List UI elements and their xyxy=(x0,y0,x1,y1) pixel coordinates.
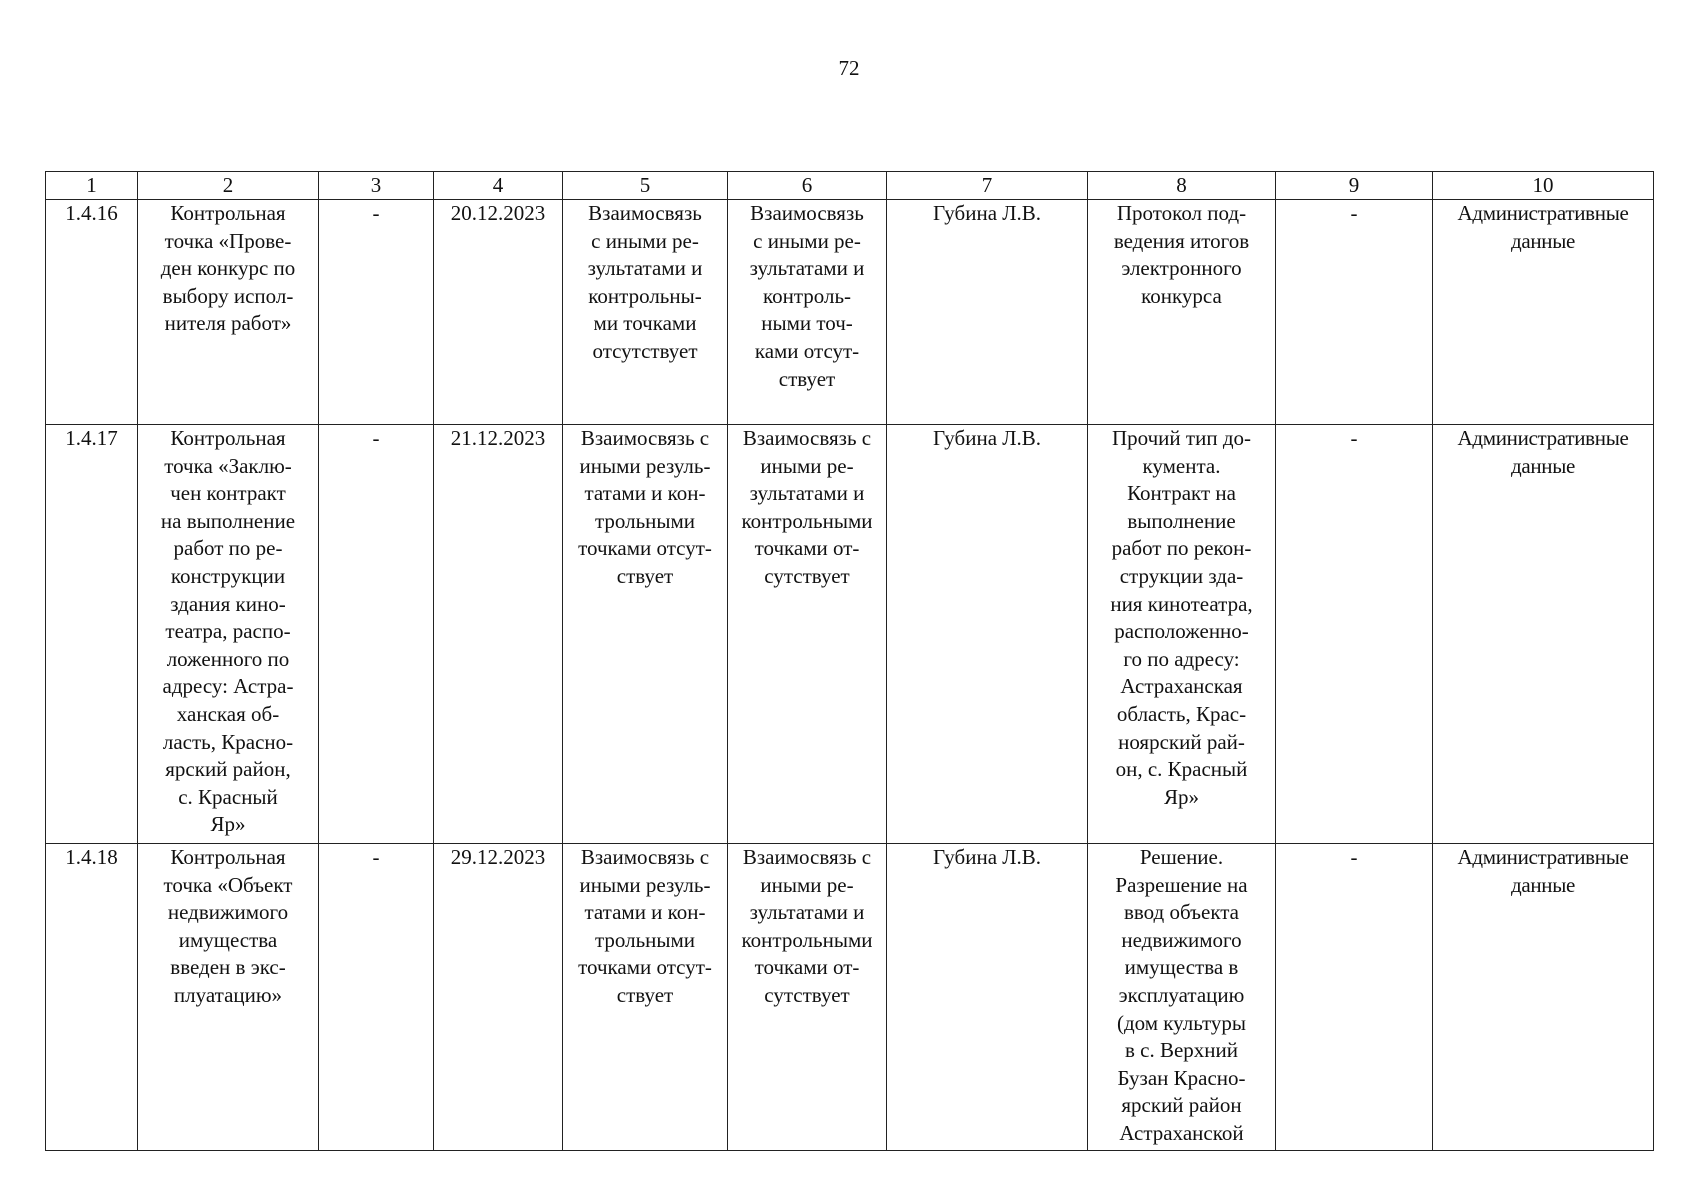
column-header: 7 xyxy=(887,172,1088,200)
cell-relation-2: Взаимосвязь с иными ре- зультатами и контрольными точками от- сутствует xyxy=(728,844,887,1151)
cell-number: 1.4.16 xyxy=(46,200,138,425)
column-header: 4 xyxy=(434,172,563,200)
column-header: 9 xyxy=(1276,172,1433,200)
cell-data-source: Административные данные xyxy=(1433,425,1654,844)
cell-name: Контрольная точка «Объект недвижимого имущества введен в экс- плуатацию» xyxy=(138,844,319,1151)
column-header: 10 xyxy=(1433,172,1654,200)
cell-relation: Взаимосвязь с иными ре- зультатами и контрольны- ми точками отсутствует xyxy=(563,200,728,425)
data-table xyxy=(45,171,1654,1151)
cell-date: 21.12.2023 xyxy=(434,425,563,844)
cell-data-source: Административные данные xyxy=(1433,844,1654,1151)
column-header: 3 xyxy=(319,172,434,200)
cell-responsible: Губина Л.В. xyxy=(887,200,1088,425)
cell-document: Решение. Разрешение на ввод объекта недвижимого имущества в эксплуатацию (дом культуры в с. Верхний Бузан Красно- ярский район Астраханской xyxy=(1088,844,1276,1151)
cell-col9: - xyxy=(1276,844,1433,1151)
table-row xyxy=(46,200,1654,425)
cell-number: 1.4.17 xyxy=(46,425,138,844)
column-header: 1 xyxy=(46,172,138,200)
page-number: 72 xyxy=(838,56,860,80)
cell-document: Прочий тип до- кумента. Контракт на выполнение работ по рекон- струкции зда- ния кинотеатра, расположенно- го по адресу: Астраханская область, Крас- ноярский рай- он, с. Красный Яр» xyxy=(1088,425,1276,844)
cell-name: Контрольная точка «Прове- ден конкурс по выбору испол- нителя работ» xyxy=(138,200,319,425)
cell-number: 1.4.18 xyxy=(46,844,138,1151)
table-row xyxy=(46,844,1654,1151)
cell-data-source: Административные данные xyxy=(1433,200,1654,425)
cell-col9: - xyxy=(1276,200,1433,425)
column-header: 8 xyxy=(1088,172,1276,200)
cell-relation-2: Взаимосвязь с иными ре- зультатами и контроль- ными точ- ками отсут- ствует xyxy=(728,200,887,425)
table-row xyxy=(46,425,1654,844)
cell-col3: - xyxy=(319,200,434,425)
cell-responsible: Губина Л.В. xyxy=(887,425,1088,844)
cell-relation-2: Взаимосвязь с иными ре- зультатами и контрольными точками от- сутствует xyxy=(728,425,887,844)
cell-relation: Взаимосвязь с иными резуль- татами и кон- трольными точками отсут- ствует xyxy=(563,844,728,1151)
cell-document: Протокол под- ведения итогов электронного конкурса xyxy=(1088,200,1276,425)
header-row xyxy=(46,172,1654,200)
cell-col3: - xyxy=(319,425,434,844)
cell-date: 29.12.2023 xyxy=(434,844,563,1151)
cell-name: Контрольная точка «Заклю- чен контракт на выполнение работ по ре- конструкции здания кино- театра, распо- ложенного по адресу: Астра- ханская об- ласть, Красно- ярский район, с. Красный Яр» xyxy=(138,425,319,844)
cell-relation: Взаимосвязь с иными резуль- татами и кон- трольными точками отсут- ствует xyxy=(563,425,728,844)
cell-responsible: Губина Л.В. xyxy=(887,844,1088,1151)
column-header: 2 xyxy=(138,172,319,200)
column-header: 5 xyxy=(563,172,728,200)
cell-col9: - xyxy=(1276,425,1433,844)
column-header: 6 xyxy=(728,172,887,200)
cell-col3: - xyxy=(319,844,434,1151)
cell-date: 20.12.2023 xyxy=(434,200,563,425)
